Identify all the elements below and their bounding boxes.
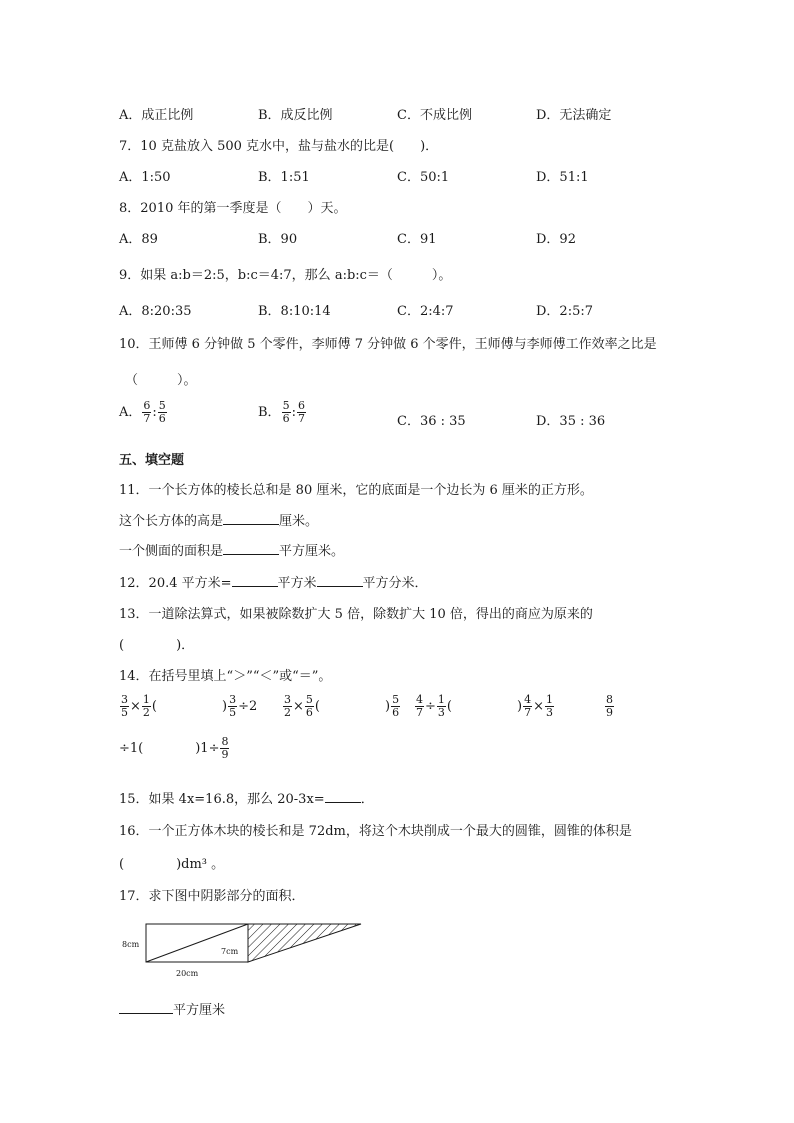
q10-option-c[interactable]: C．36 : 35 — [397, 414, 466, 429]
q12-stem — [119, 572, 428, 591]
q12-unit-1: 平方米 — [277, 576, 317, 591]
operator: ÷2 — [238, 699, 258, 714]
q14-expr-4-text: ÷1( )1÷ — [119, 741, 220, 756]
q14-expr-1 — [119, 694, 257, 719]
fraction: $\frac{5}{6}$ — [392, 693, 400, 719]
q8-option-c[interactable]: C．91 — [397, 232, 437, 247]
q17-stem: 17．求下图中阴影部分的面积． — [119, 889, 305, 904]
q7-option-b[interactable]: B．1:51 — [258, 170, 310, 185]
fraction: $\frac{1}{3}$ — [437, 693, 445, 719]
q11-sub2 — [119, 540, 344, 559]
fraction: $\frac{3}{5}$ — [121, 693, 128, 719]
q12-text: 12．20.4 平方米= — [119, 576, 232, 591]
q9-option-d[interactable]: D．2:5:7 — [536, 304, 593, 319]
answer-paren[interactable]: ( ) — [314, 699, 391, 714]
q6-option-a[interactable]: A．成正比例 — [119, 108, 194, 123]
q10-option-a[interactable] — [119, 400, 168, 425]
q6-option-b[interactable]: B．成反比例 — [258, 108, 333, 123]
operator: × — [533, 699, 544, 714]
q15-stem — [119, 788, 374, 807]
q11-sub1 — [119, 510, 318, 529]
fraction: $\frac{6}{7}$ — [297, 399, 305, 425]
answer-blank[interactable] — [325, 790, 361, 803]
section-heading: 五、填空题 — [119, 453, 185, 468]
fraction: $\frac{4}{7}$ — [524, 693, 532, 719]
q15-end: ． — [360, 792, 374, 807]
q17-answer — [119, 999, 225, 1018]
fraction: $\frac{1}{2}$ — [142, 693, 150, 719]
q7-option-c[interactable]: C．50:1 — [397, 170, 450, 185]
q8-option-d[interactable]: D．92 — [536, 232, 576, 247]
q14-expr-4-start — [604, 694, 615, 719]
shaded-area-figure — [118, 916, 368, 982]
answer-blank[interactable] — [317, 574, 363, 587]
answer-paren[interactable]: ( ) — [446, 699, 523, 714]
q10-option-b-prefix: B． — [258, 405, 281, 420]
fraction: $\frac{1}{3}$ — [545, 693, 553, 719]
q8-stem: 8．2010 年的第一季度是（ ）天。 — [119, 201, 347, 216]
answer-paren[interactable]: ( ) — [151, 699, 228, 714]
answer-blank[interactable] — [232, 574, 278, 587]
q14-expr-3 — [414, 694, 555, 719]
q9-stem: 9．如果 a:b＝2:5，b:c＝4:7，那么 a:b:c＝（ ）。 — [119, 268, 452, 283]
q11-sub1-text: 这个长方体的高是 — [119, 514, 224, 529]
q9-option-a[interactable]: A．8:20:35 — [119, 304, 192, 319]
fraction: $\frac{4}{7}$ — [416, 693, 423, 719]
q8-option-b[interactable]: B．90 — [258, 232, 298, 247]
q10-option-d[interactable]: D．35 : 36 — [536, 414, 606, 429]
q11-sub2-unit: 平方厘米。 — [279, 544, 345, 559]
q7-option-d[interactable]: D．51:1 — [536, 170, 589, 185]
q6-option-c[interactable]: C．不成比例 — [397, 108, 472, 123]
q6-option-d[interactable]: D．无法确定 — [536, 108, 612, 123]
fraction: $\frac{5}{6}$ — [282, 399, 290, 425]
q16-stem-line1: 16．一个正方体木块的棱长和是 72dm，将这个木块削成一个最大的圆锥，圆锥的体积是 — [119, 824, 632, 839]
q16-stem-line2: ( )dm³ 。 — [119, 857, 225, 872]
operator: × — [130, 699, 141, 714]
operator: × — [293, 699, 304, 714]
label-middle: 7cm — [221, 947, 239, 956]
fraction: $\frac{3}{5}$ — [229, 693, 237, 719]
fraction: $\frac{3}{2}$ — [284, 693, 291, 719]
q13-stem-line2: ( )． — [119, 638, 195, 653]
shaded-triangle — [248, 924, 361, 962]
q10-stem-line1: 10．王师傅 6 分钟做 5 个零件，李师傅 7 分钟做 6 个零件，王师傅与李师傅工作效率之比是 — [119, 337, 657, 352]
fraction: $\frac{5}{6}$ — [305, 693, 313, 719]
q13-stem-line1: 13．一道除法算式，如果被除数扩大 5 倍，除数扩大 10 倍，得出的商应为原来的 — [119, 607, 593, 622]
q9-option-c[interactable]: C．2:4:7 — [397, 304, 454, 319]
q11-sub1-unit: 厘米。 — [279, 514, 319, 529]
q14-stem: 14．在括号里填上“＞”“＜”或“＝”。 — [119, 669, 332, 684]
q11-sub2-text: 一个侧面的面积是 — [119, 544, 224, 559]
q15-text: 15．如果 4x=16.8，那么 20-3x= — [119, 792, 325, 807]
q14-expr-4-end — [119, 736, 230, 761]
answer-blank[interactable] — [119, 1001, 173, 1014]
q7-option-a[interactable]: A．1:50 — [119, 170, 171, 185]
q8-option-a[interactable]: A．89 — [119, 232, 158, 247]
q14-expr-2 — [282, 694, 401, 719]
q9-option-b[interactable]: B．8:10:14 — [258, 304, 331, 319]
q11-stem: 11．一个长方体的棱长总和是 80 厘米，它的底面是一个边长为 6 厘米的正方形。 — [119, 483, 593, 498]
operator: ÷ — [425, 699, 436, 714]
fraction: $\frac{5}{6}$ — [158, 399, 166, 425]
colon: : — [152, 405, 157, 420]
q10-stem-line2: （ ）。 — [125, 373, 197, 388]
answer-blank[interactable] — [223, 542, 279, 555]
q12-unit-2: 平方分米． — [362, 576, 428, 591]
fraction: $\frac{8}{9}$ — [221, 735, 229, 761]
label-left: 8cm — [122, 940, 140, 949]
fraction: $\frac{6}{7}$ — [143, 399, 151, 425]
q10-option-a-prefix: A． — [119, 405, 142, 420]
q10-option-b[interactable] — [258, 400, 307, 425]
answer-blank[interactable] — [223, 512, 279, 525]
colon: : — [291, 405, 296, 420]
fraction: $\frac{8}{9}$ — [606, 693, 613, 719]
q17-unit: 平方厘米 — [173, 1003, 226, 1018]
q7-stem: 7．10 克盐放入 500 克水中，盐与盐水的比是( )． — [119, 139, 439, 154]
label-bottom: 20cm — [176, 969, 199, 978]
diagonal-line — [146, 924, 248, 962]
